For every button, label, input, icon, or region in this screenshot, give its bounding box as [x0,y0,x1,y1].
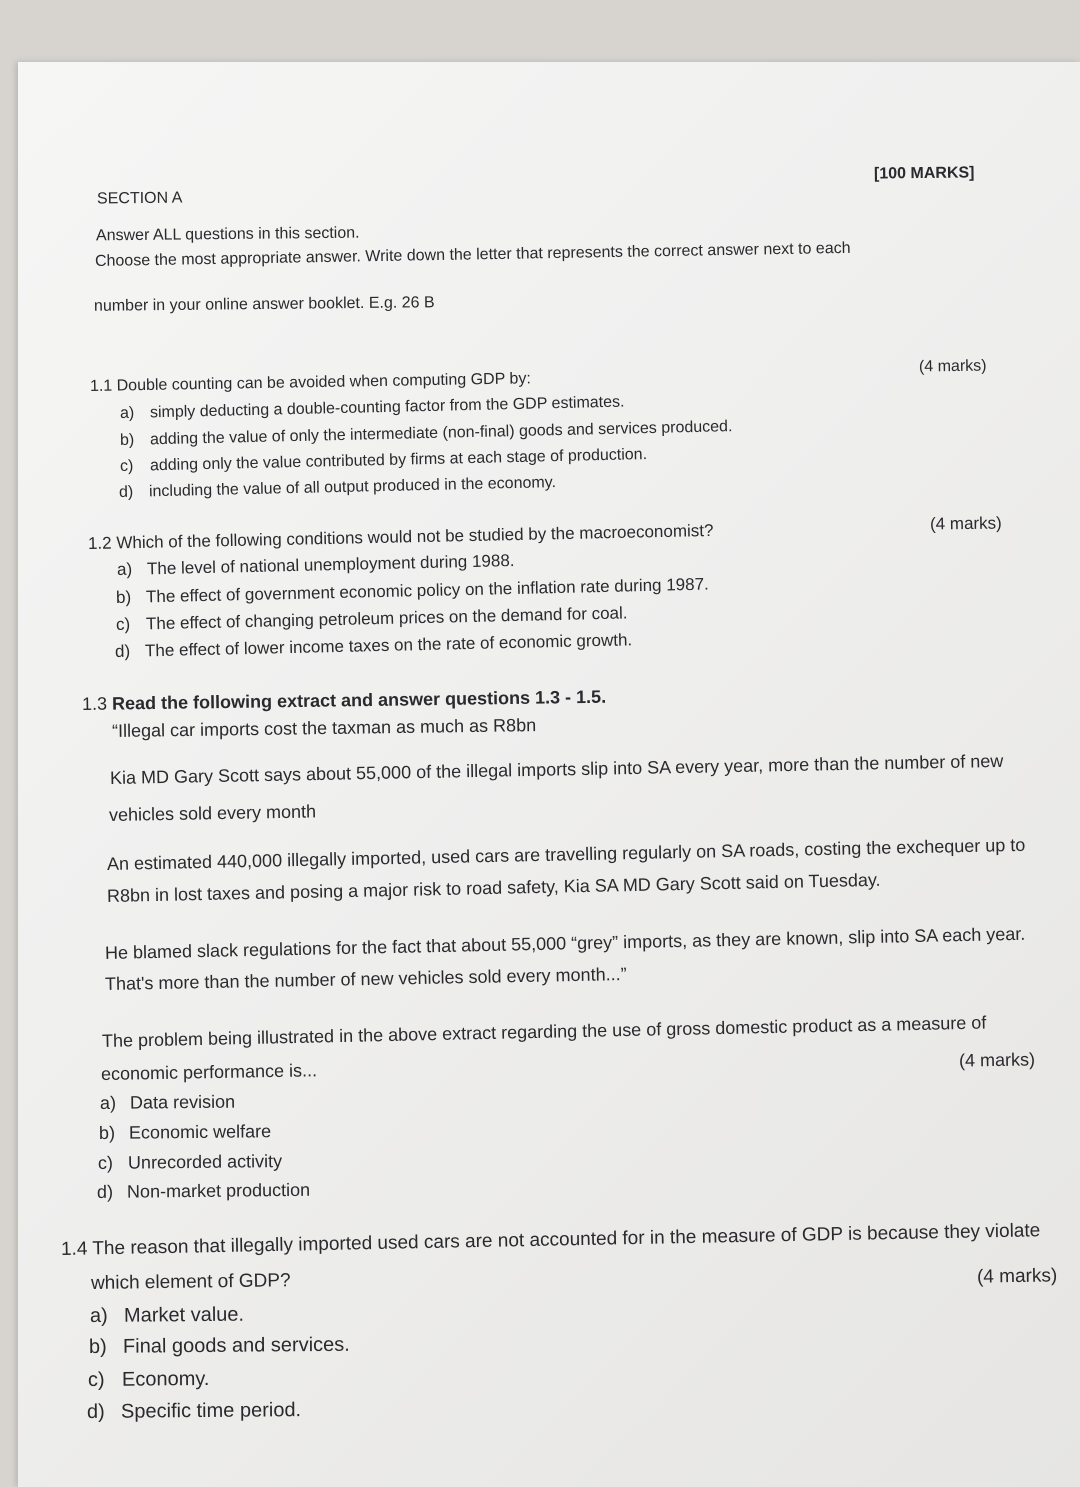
section-title: SECTION A [96,189,183,208]
q1-4-option-a: a) Market value. [89,1303,245,1327]
q1-4-option-b: b) Final goods and services. [88,1333,350,1358]
q1-1-question: 1.1 Double counting can be avoided when computing GDP by: [89,370,531,395]
extract-para1-line2: vehicles sold every month [108,801,317,825]
extract-para2-line1: An estimated 440,000 illegally imported, used cars are travelling regularly on SA roads, costing the exchequer up to [106,834,1026,874]
q1-2-option-c: c) The effect of changing petroleum prices on the demand for coal. [115,603,628,634]
q1-4-question-line1: 1.4 The reason that illegally imported used cars are not accounted for in the measure of GDP is because they violate [60,1220,1041,1260]
extract-para3-line2: That's more than the number of new vehicles sold every month...” [104,963,627,994]
extract-para2-line2: R8bn in lost taxes and posing a major risk to road safety, Kia SA MD Gary Scott said on Tuesday. [106,869,881,906]
q1-3-question-line2: economic performance is... [100,1060,318,1084]
extract-title: “Illegal car imports cost the taxman as much as R8bn [111,715,537,741]
q1-2-marks: (4 marks) [929,513,1002,534]
q1-3-option-d: d) Non-market production [96,1179,311,1202]
total-marks: [100 MARKS] [873,164,975,183]
q1-2-option-d: d) The effect of lower income taxes on the rate of economic growth. [114,630,633,661]
q1-3-option-b: b) Economic welfare [98,1121,272,1143]
q1-3-heading: 1.3 Read the following extract and answer questions 1.3 - 1.5. [81,686,607,714]
instruction-line-2: number in your online answer booklet. E.g. 26 B [93,294,435,315]
extract-para3-line1: He blamed slack regulations for the fact that about 55,000 “grey” imports, as they are known, slip into SA each year. [104,923,1026,963]
instruction-answer-all: Answer ALL questions in this section. [95,224,360,245]
q1-1-option-c: c) adding only the value contributed by firms at each stage of production. [119,446,648,475]
q1-3-marks: (4 marks) [958,1049,1036,1071]
q1-1-marks: (4 marks) [918,357,987,376]
q1-4-option-c: c) Economy. [87,1367,210,1391]
extract-para1-line1: Kia MD Gary Scott says about 55,000 of the illegal imports slip into SA every year, more than the number of new [109,750,1004,788]
q1-2-option-b: b) The effect of government economic policy on the inflation rate during 1987. [115,574,709,607]
q1-1-option-d: d) including the value of all output produced in the economy. [118,474,557,501]
q1-1-option-a: a) simply deducting a double-counting factor from the GDP estimates. [119,393,625,422]
q1-3-option-c: c) Unrecorded activity [97,1151,283,1173]
q1-3-option-a: a) Data revision [99,1091,236,1113]
q1-2-option-a: a) The level of national unemployment during 1988. [116,550,515,579]
q1-2-question: 1.2 Which of the following conditions would not be studied by the macroeconomist? [87,520,714,553]
q1-4-question-line2: which element of GDP? [90,1270,291,1294]
q1-1-option-b: b) adding the value of only the intermediate (non-final) goods and services produced. [119,418,733,449]
instruction-line-1: Choose the most appropriate answer. Write down the letter that represents the correct answer next to each [94,239,851,270]
q1-3-question-line1: The problem being illustrated in the above extract regarding the use of gross domestic product as a measure of [101,1012,987,1051]
q1-4-marks: (4 marks) [976,1265,1058,1288]
q1-4-option-d: d) Specific time period. [86,1399,302,1423]
